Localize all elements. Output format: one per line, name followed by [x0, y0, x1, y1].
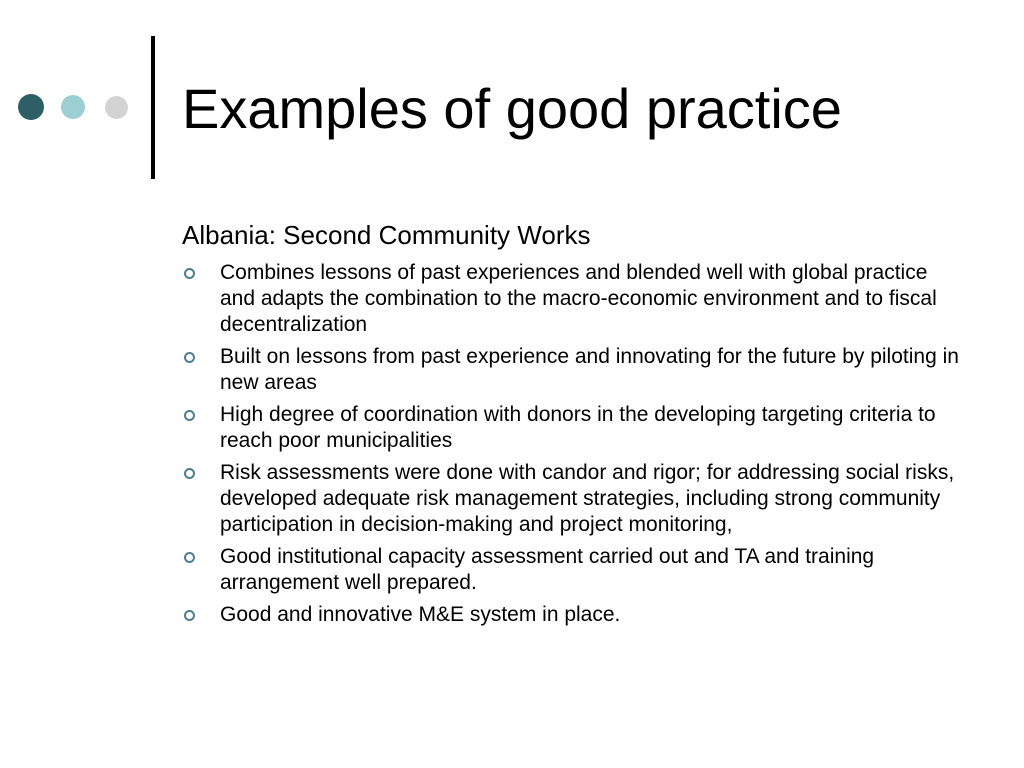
- bullet-text: High degree of coordination with donors in the developing targeting criteria to reach poor municipalities: [220, 403, 936, 452]
- decor-dot-gray: [105, 96, 128, 119]
- decor-dot-dark: [18, 94, 44, 120]
- decor-dot-light: [61, 95, 85, 119]
- bullet-circle-icon: [184, 610, 195, 621]
- bullet-circle-icon: [184, 268, 195, 279]
- bullet-item: [182, 544, 962, 596]
- bullet-circle-icon: [184, 410, 195, 421]
- bullet-text: Combines lessons of past experiences and blended well with global practice and adapts the combination to the macro-economic environment and to fiscal decentralization: [220, 261, 937, 336]
- bullet-item: [182, 344, 962, 396]
- slide-subtitle: Albania: Second Community Works: [182, 220, 591, 250]
- title-divider: [151, 36, 155, 179]
- bullet-text: Built on lessons from past experience and innovating for the future by piloting in new areas: [220, 345, 959, 394]
- slide-title: Examples of good practice: [182, 77, 842, 140]
- bullet-list: [182, 260, 962, 628]
- slide-body: [182, 218, 962, 634]
- bullet-circle-icon: [184, 468, 195, 479]
- bullet-text: Good and innovative M&E system in place.: [220, 603, 621, 626]
- bullet-text: Good institutional capacity assessment carried out and TA and training arrangement well prepared.: [220, 545, 875, 594]
- bullet-item: [182, 460, 962, 538]
- bullet-item: [182, 602, 962, 628]
- bullet-circle-icon: [184, 552, 195, 563]
- bullet-text: Risk assessments were done with candor and rigor; for addressing social risks, developed adequate risk management strategies, including strong community participation in decision-making and project monitoring,: [220, 461, 955, 536]
- bullet-item: [182, 260, 962, 338]
- bullet-item: [182, 402, 962, 454]
- bullet-circle-icon: [184, 352, 195, 363]
